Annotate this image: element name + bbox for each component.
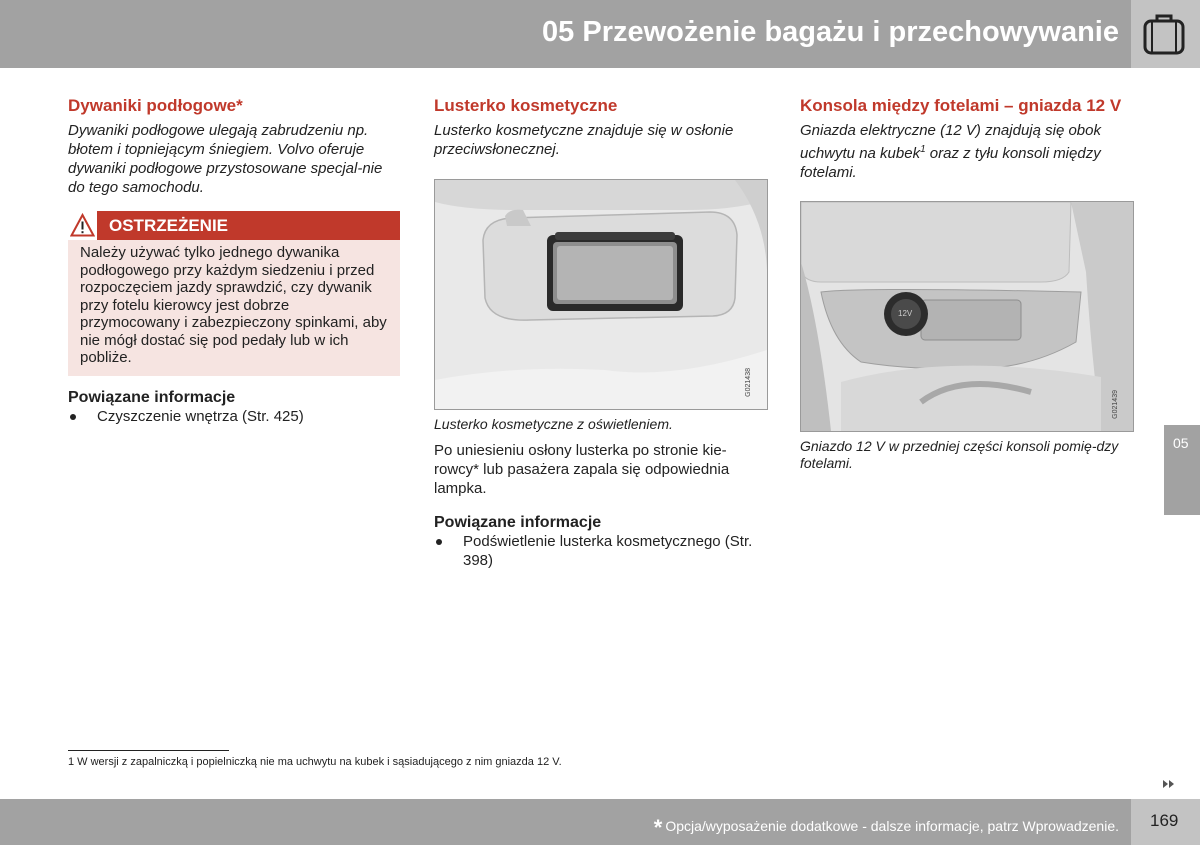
optional-equipment-note: * Opcja/wyposażenie dodatkowe - dalsze informacje, patrz Wprowadzenie. bbox=[653, 815, 1119, 840]
chapter-icon-box bbox=[1131, 0, 1200, 68]
header-bar bbox=[0, 0, 1131, 68]
suitcase-icon bbox=[1142, 12, 1188, 56]
section-intro: Dywaniki podłogowe ulegają zabrudzeniu np. błotem i topniejącym śniegiem. Volvo oferuje dywaniki podłogowe przystosowane specjal-nie do tego samochodu. bbox=[68, 122, 383, 196]
socket-label: 12V bbox=[898, 309, 913, 318]
double-chevron-right-icon bbox=[1162, 779, 1176, 789]
image-code: G021438 bbox=[745, 368, 752, 397]
page-number-box bbox=[1131, 799, 1200, 845]
section-heading: Lusterko kosmetyczne bbox=[434, 96, 618, 115]
section-intro: Gniazda elektryczne (12 V) znajdują się obok uchwytu na kubek$^1$ oraz z tyłu konsoli między fotelami. bbox=[800, 122, 1101, 181]
column-12v-sockets bbox=[800, 96, 1134, 472]
section-heading: Dywaniki podłogowe* bbox=[68, 96, 243, 115]
chapter-side-tab: 05 bbox=[1164, 425, 1200, 515]
body-paragraph: Po uniesieniu osłony lusterka po stronie kie-rowcy* lub pasażera zapala się odpowiednia lampka. bbox=[434, 442, 730, 497]
bullet-dot bbox=[436, 539, 442, 545]
section-intro: Lusterko kosmetyczne znajduje się w osłonie przeciwsłonecznej. bbox=[434, 122, 734, 158]
section-heading: Konsola między fotelami – gniazda 12 V bbox=[800, 96, 1122, 115]
page-number: 169 bbox=[1150, 811, 1179, 830]
chapter-title: 05 Przewożenie bagażu i przechowywanie bbox=[542, 16, 1119, 48]
warning-triangle-icon bbox=[70, 213, 95, 238]
warning-title: OSTRZEŻENIE bbox=[109, 216, 229, 235]
vanity-mirror-image bbox=[434, 179, 768, 410]
related-link[interactable]: Czyszczenie wnętrza (Str. 425) bbox=[68, 407, 400, 426]
next-page-indicator[interactable] bbox=[1162, 776, 1176, 794]
related-link[interactable]: Podświetlenie lusterka kosmetycznego (Str. 398) bbox=[434, 532, 768, 570]
column-vanity-mirror bbox=[434, 96, 768, 570]
image-caption: Gniazdo 12 V w przedniej części konsoli pomię-dzy fotelami. bbox=[800, 438, 1119, 471]
warning-text: Należy używać tylko jednego dywanika podłogowego przy każdym siedzeniu i przed rozpoczęciem jazdy sprawdzić, czy dywanik przy fotelu kierowcy jest dobrze przymocowany i zabezpieczony spinkami, aby nie mógł dostać się pod pedały lub w ich pobliże. bbox=[80, 244, 387, 366]
footnote: 1 W wersji z zapalniczką i popielniczką nie ma uchwytu na kubek i sąsiadującego z nim gniazda 12 V. bbox=[68, 756, 562, 768]
image-code: G021439 bbox=[1112, 390, 1119, 419]
image-caption: Lusterko kosmetyczne z oświetleniem. bbox=[434, 416, 673, 432]
warning-box bbox=[68, 211, 400, 376]
footnote-divider bbox=[68, 750, 229, 751]
warning-header bbox=[68, 211, 400, 240]
bullet-dot bbox=[70, 414, 76, 420]
related-heading: Powiązane informacje bbox=[68, 388, 236, 406]
footer-bar bbox=[0, 799, 1131, 845]
console-socket-image bbox=[800, 201, 1134, 432]
related-heading: Powiązane informacje bbox=[434, 514, 602, 531]
column-floor-mats bbox=[68, 96, 400, 426]
